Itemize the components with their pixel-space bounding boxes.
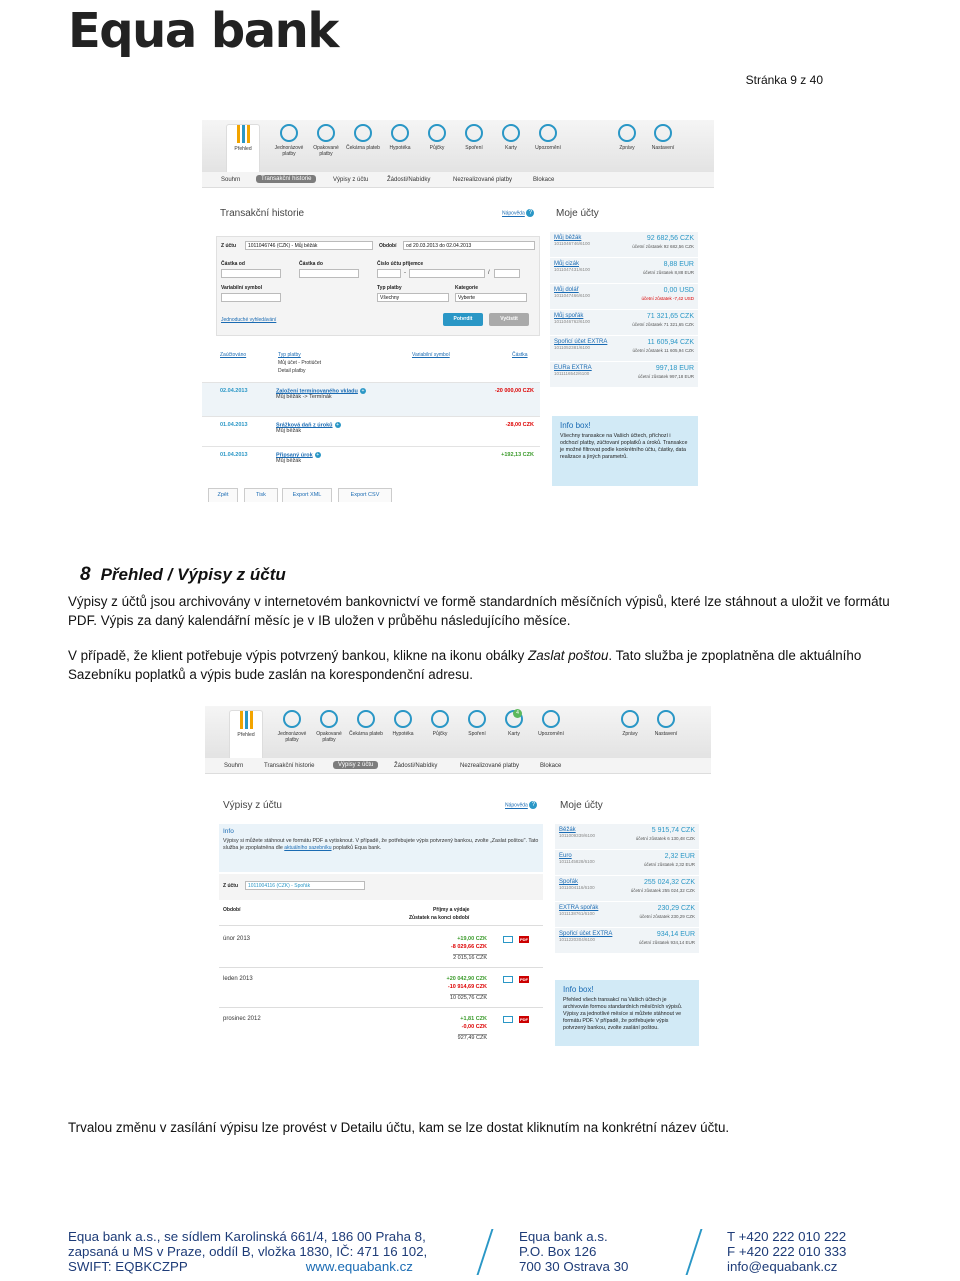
plus-icon[interactable]: + [361, 388, 365, 394]
type-select[interactable]: Všechny [377, 293, 449, 302]
footer-postal: Equa bank a.s. P.O. Box 126 700 30 Ostrava 30 [519, 1229, 629, 1274]
account-list [550, 232, 698, 388]
pdf-icon[interactable]: PDF [520, 977, 528, 982]
list-item[interactable]: Běžák 1011009339/6100 5 915,74 CZK účetní zůstatek 6 130,48 CZK [555, 824, 699, 850]
section-heading: 8 Přehled / Výpisy z účtu [80, 564, 286, 585]
nav-pujcky[interactable]: Půjčky [420, 124, 454, 151]
table-row[interactable]: 01.04.2013 Připsaný úrok + Můj běžák +192,13 CZK [202, 446, 540, 476]
info-box: Info box! Všechny transakce na Vašich účtech, příchozí i odchozí platby, zúčtovaní poplatků a úroků. Transakce je možné filtrovat podle konkrétního účtu, částky, data realizace a jiných parametrů. [552, 416, 698, 486]
export-csv-tab[interactable]: Export CSV [338, 488, 392, 502]
footer-divider [686, 1229, 703, 1275]
nav-hypoteka[interactable]: Hypotéka [386, 710, 420, 737]
help[interactable]: Nápověda ? [505, 801, 537, 809]
footer-divider [477, 1229, 494, 1275]
table-row: leden 2013 +20 042,90 CZK -10 914,69 CZK 10 025,76 CZK PDF [219, 968, 543, 1008]
col-ucet: Můj účet - Protiúčet [278, 360, 322, 366]
nav-opakovane[interactable]: Opakované platby [312, 710, 346, 743]
info-box: Info box! Přehled všech transakcí na Vašich účtech je archivován formou standardních měsíčních výpisů. Výpisy za jednotlivé měsíce si můžete stáhnout ve formátu PDF. V případě, že potřebujete výpis potvrzený bankou, zvolte zaslání poštou. [555, 980, 699, 1046]
type-label: Typ platby [377, 285, 402, 291]
table-row[interactable]: 02.04.2013 Založení termínovaného vkladu + Můj běžák -> Termínák -20 000,00 CZK [202, 382, 540, 416]
account-select[interactable]: 1011046746 (CZK) - Můj běžák [245, 241, 373, 250]
transaction-list [202, 382, 540, 478]
simple-search-link[interactable]: Jednoduché vyhledávání [221, 317, 277, 323]
sazebnik-link[interactable]: aktuálního sazebníku [284, 845, 332, 851]
tab-transakcni-historie[interactable]: Transakční historie [256, 175, 316, 183]
repeat-icon [320, 710, 338, 728]
gear-icon [657, 710, 675, 728]
list-item[interactable]: Můj dolář 1011047466/6100 0,00 USD účetní zůstatek -7,42 USD [550, 284, 698, 310]
tab-souhrn[interactable]: Souhrn [224, 763, 244, 769]
paragraph-1: Výpisy z účtů jsou archivovány v internetovém bankovnictví ve formě standardních měsíčních výpisů, které lze stáhnout a uložit ve formátu PDF. Výpis za daný kalendářní měsíc je v IB uložen v průběhu následujícího měsíce. [68, 594, 890, 628]
nav-prehled[interactable]: Přehled [229, 710, 263, 758]
nav-nastaveni[interactable]: Nastavení [649, 710, 683, 737]
nav-opakovane[interactable]: Opakované platby [309, 124, 343, 157]
pdf-icon[interactable]: PDF [520, 1017, 528, 1022]
payment-icon [283, 710, 301, 728]
nav-jednorazove[interactable]: Jednorázové platby [275, 710, 309, 743]
nav-karty[interactable]: Karty [497, 710, 531, 737]
card-icon [502, 124, 520, 142]
export-xml-tab[interactable]: Export XML [282, 488, 332, 502]
notification-badge: 4 [513, 709, 522, 718]
paragraph-2: V případě, že klient potřebuje výpis potvrzený bankou, klikne na ikonu obálky Zaslat poštou. Tato služba je zpoplatněna dle aktuálního Sazebníku poplatků a výpis bude zaslán na korespondenční adresu. [68, 648, 862, 682]
calendar-icon [354, 124, 372, 142]
nav-prehled[interactable]: Přehled [226, 124, 260, 172]
bank-code-input[interactable] [494, 269, 520, 278]
help-icon: ? [529, 801, 537, 809]
obdobi-label: Období [379, 243, 397, 249]
gear-icon [654, 124, 672, 142]
envelope-icon[interactable] [503, 976, 513, 983]
account-select[interactable]: 1011004116 (CZK) - Spořák [245, 881, 365, 890]
top-navigation [202, 120, 714, 172]
nav-upozorneni[interactable]: Upozornění [531, 124, 565, 151]
chart-icon [237, 711, 255, 729]
amount-to-input[interactable] [299, 269, 359, 278]
print-tab[interactable]: Tisk [244, 488, 278, 502]
nav-nastaveni[interactable]: Nastavení [646, 124, 680, 151]
screenshot-transaction-history [202, 120, 714, 502]
top-navigation [205, 706, 711, 758]
amount-to-label: Částka do [299, 261, 323, 267]
info-panel: Info Výpisy si můžete stáhnout ve formátu PDF a vytisknout. V případě, že potřebujete výpis potvrzený bankou, zvolte „Zaslat poštou". Tato služba je zpoplatněna dle aktuálního sazebníku poplatků Equa bank. [219, 824, 543, 872]
table-header [216, 350, 540, 380]
house-icon [394, 710, 412, 728]
z-uctu-label: Z účtu [221, 243, 236, 249]
plus-icon[interactable]: + [336, 422, 339, 428]
account-number-label: Číslo účtu příjemce [377, 261, 424, 267]
sub-navigation [205, 758, 711, 774]
sub-navigation [202, 172, 714, 188]
help-icon: ? [526, 209, 534, 217]
list-item[interactable]: EURa EXTRA 1011116542/6100 997,18 EUR účetní zůstatek 997,18 EUR [550, 362, 698, 388]
nav-karty[interactable]: Karty [494, 124, 528, 151]
tab-vypisy[interactable]: Výpisy z účtu [333, 761, 378, 769]
piggy-icon [465, 124, 483, 142]
paragraph-3: Trvalou změnu v zasílání výpisu lze provést v Detailu účtu, kam se lze dostat kliknutím na konkrétní název účtu. [68, 1120, 730, 1135]
list-item[interactable]: Euro 1011145828/6100 2,32 EUR účetní zůstatek 2,32 EUR [555, 850, 699, 876]
prefix-input[interactable] [377, 269, 401, 278]
bell-icon [542, 710, 560, 728]
nav-jednorazove[interactable]: Jednorázové platby [272, 124, 306, 157]
tab-vypisy[interactable]: Výpisy z účtu [333, 177, 369, 183]
repeat-icon [317, 124, 335, 142]
screenshot-statements [205, 706, 711, 1048]
tab-zadosti[interactable]: Žádosti/Nabídky [394, 763, 438, 769]
tab-nezrealizovane[interactable]: Nezrealizované platby [460, 763, 520, 769]
envelope-icon[interactable] [503, 1016, 513, 1023]
tab-zadosti[interactable]: Žádosti/Nabídky [387, 177, 431, 183]
clear-button[interactable]: Vyčistit [489, 313, 529, 326]
tab-blokace[interactable]: Blokace [533, 177, 555, 183]
table-row[interactable]: 01.04.2013 Srážková daň z úroků + Můj běžák -28,00 CZK [202, 416, 540, 446]
confirm-button[interactable]: Potvrdit [443, 313, 483, 326]
help[interactable]: Nápověda ? [502, 209, 534, 217]
page-title: Výpisy z účtu [223, 800, 282, 811]
envelope-icon[interactable] [503, 936, 513, 943]
vs-input[interactable] [221, 293, 281, 302]
filter-form [216, 236, 540, 336]
chart-icon [234, 125, 252, 143]
nav-cekarna[interactable]: Čekárna plateb [349, 710, 383, 737]
nav-pujcky[interactable]: Půjčky [423, 710, 457, 737]
bell-icon [539, 124, 557, 142]
coins-icon [431, 710, 449, 728]
nav-zpravy[interactable]: Zprávy [613, 710, 647, 737]
back-tab[interactable]: Zpět [208, 488, 238, 502]
tab-transakcni-historie[interactable]: Transakční historie [264, 763, 315, 769]
plus-icon[interactable]: + [316, 452, 320, 458]
house-icon [391, 124, 409, 142]
tab-nezrealizovane[interactable]: Nezrealizované platby [453, 177, 513, 183]
coins-icon [428, 124, 446, 142]
tab-souhrn[interactable]: Souhrn [221, 177, 241, 183]
col-typ[interactable]: Typ platby [278, 352, 301, 358]
nav-cekarna[interactable]: Čekárna plateb [346, 124, 380, 151]
amount-from-input[interactable] [221, 269, 281, 278]
account-list [555, 824, 699, 954]
list-item[interactable]: EXTRA spořák 1011138761/6100 230,29 CZK účetní zůstatek 230,29 CZK [555, 902, 699, 928]
list-item[interactable]: Spořák 1011004116/6100 255 024,32 CZK účetní zůstatek 255 024,32 CZK [555, 876, 699, 902]
nav-upozorneni[interactable]: Upozornění [534, 710, 568, 737]
category-select[interactable]: Vyberte [455, 293, 527, 302]
my-accounts-title: Moje účty [556, 208, 599, 219]
list-item[interactable]: Spořicí účet EXTRA 1011052381/6100 11 605,94 CZK účetní zůstatek 11 605,94 CZK [550, 336, 698, 362]
tab-blokace[interactable]: Blokace [540, 763, 562, 769]
footer-address: Equa bank a.s., se sídlem Karolinská 661/4, 186 00 Praha 8, zapsaná u MS v Praze, oddíl B, vložka 1830, IČ: 471 16 102, SWIFT: EQBKCZPP www.equabank.cz [68, 1229, 428, 1274]
vs-label: Variabilní symbol [221, 285, 263, 291]
table-row: únor 2013 +19,00 CZK -8 029,66 CZK 2 015,16 CZK PDF [219, 928, 543, 968]
separator: / [488, 270, 490, 276]
nav-sporeni[interactable]: Spoření [457, 124, 491, 151]
list-item[interactable]: Můj cizák 1011047431/6100 8,88 EUR účetní zůstatek 8,88 EUR [550, 258, 698, 284]
nav-hypoteka[interactable]: Hypotéka [383, 124, 417, 151]
separator: - [404, 270, 406, 276]
statements-header: Období Příjmy a výdaje Zůstatek na konci období [219, 904, 543, 926]
account-input[interactable] [409, 269, 485, 278]
period-select[interactable]: od 20.03.2013 do 02.04.2013 [403, 241, 535, 250]
table-row: prosinec 2012 +1,81 CZK -0,00 CZK 927,49 CZK PDF [223, 1016, 528, 1041]
page-title: Transakční historie [220, 208, 305, 219]
piggy-icon [468, 710, 486, 728]
my-accounts-title: Moje účty [560, 800, 603, 811]
col-vs[interactable]: Variabilní symbol [412, 352, 450, 358]
list-item[interactable]: Můj spořák 1011046762/6100 71 321,65 CZK účetní zůstatek 71 321,65 CZK [550, 310, 698, 336]
statements-list [219, 928, 543, 1048]
footer-contact: T +420 222 010 222 F +420 222 010 333 info@equabank.cz [727, 1229, 847, 1274]
pdf-icon[interactable]: PDF [520, 937, 528, 942]
category-label: Kategorie [455, 285, 479, 291]
account-filter: Z účtu 1011004116 (CZK) - Spořák [219, 874, 543, 900]
page-number: Stránka 9 z 40 [745, 73, 823, 87]
amount-from-label: Částka od [221, 261, 245, 267]
equa-bank-logo: Equa bank [68, 3, 338, 59]
web-link[interactable]: www.equabank.cz [305, 1259, 413, 1274]
list-item[interactable]: Můj běžák 1011046746/6100 92 682,56 CZK účetní zůstatek 92 682,56 CZK [550, 232, 698, 258]
envelope-icon [621, 710, 639, 728]
calendar-icon [357, 710, 375, 728]
list-item[interactable]: Spořicí účet EXTRA 1011220304/6100 934,14 EUR účetní zůstatek 934,14 EUR [555, 928, 699, 954]
col-zauctovano[interactable]: Zaúčtováno [220, 352, 247, 358]
col-castka[interactable]: Částka [512, 352, 528, 358]
col-detail: Detail platby [278, 368, 306, 374]
nav-zpravy[interactable]: Zprávy [610, 124, 644, 151]
payment-icon [280, 124, 298, 142]
nav-sporeni[interactable]: Spoření [460, 710, 494, 737]
envelope-icon [618, 124, 636, 142]
